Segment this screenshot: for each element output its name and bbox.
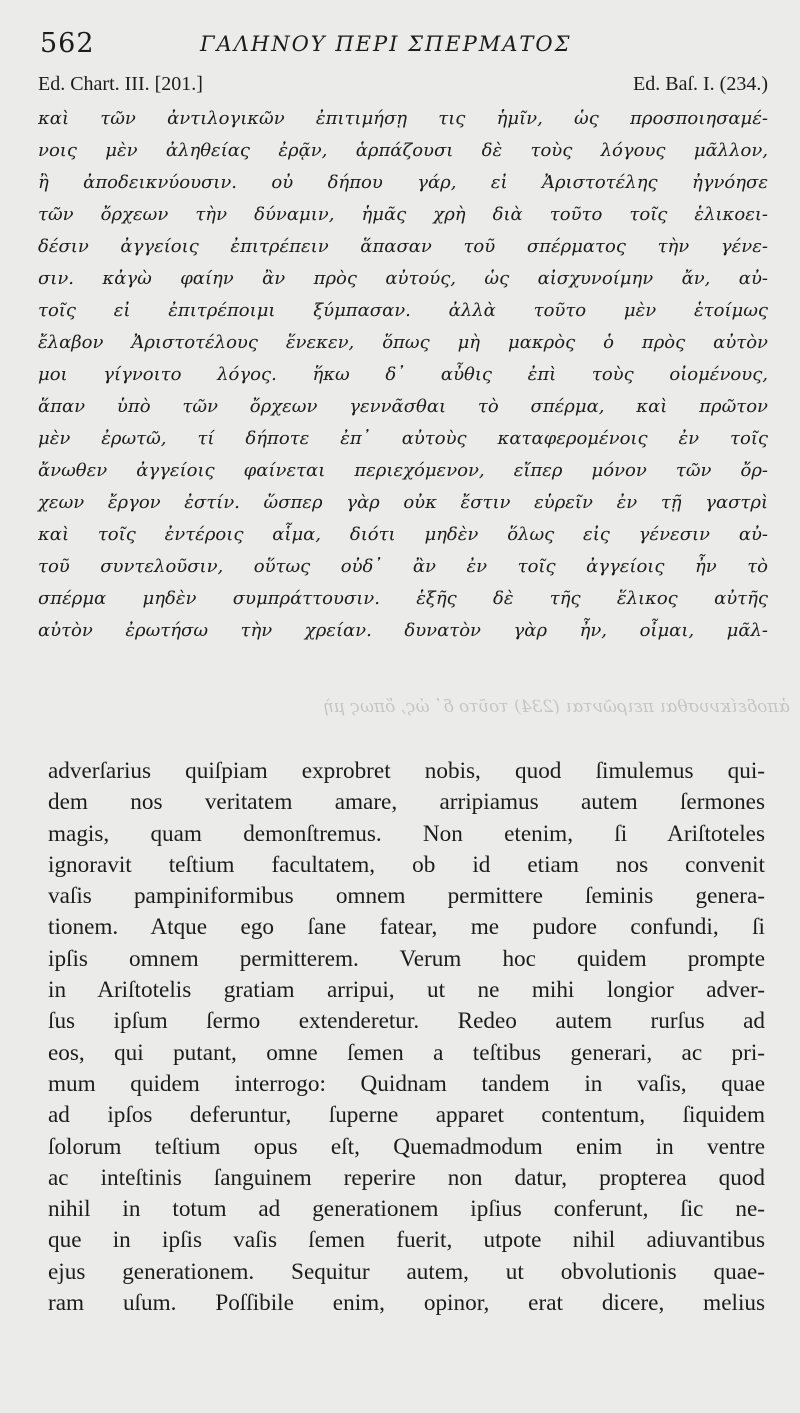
greek-text-line: μοι γίγνοιτο λόγος. ἥκω δ᾽ αὖθις ἐπὶ τοὺς οἰομένους, <box>38 364 768 385</box>
latin-text-line: ram uſum. Poſſibile enim, opinor, erat dicere, melius <box>48 1290 765 1317</box>
greek-text-line: τοῖς εἰ ἐπιτρέποιμι ξύμπασαν. ἀλλὰ τοῦτο μὲν ἑτοίμως <box>38 300 768 321</box>
latin-text-line: ipſis omnem permitterem. Verum hoc quidem prompte <box>48 945 765 972</box>
running-title: ΓΑΛΗΝΟΥ ΠΕΡΙ ΣΠΕΡΜΑΤΟΣ <box>200 32 572 56</box>
latin-text-line: ac inteſtinis ſanguinem reperire non datur, propterea quod <box>48 1164 765 1191</box>
latin-text-line: dem nos veritatem amare, arripiamus autem ſermones <box>48 789 765 816</box>
greek-text-line: σπέρμα μηδὲν συμπράττουσιν. ἑξῆς δὲ τῆς ἕλικος αὐτῆς <box>38 588 768 609</box>
greek-text-line: ἄνωθεν ἀγγείοις φαίνεται περιεχόμενον, εἴπερ μόνον τῶν ὄρ- <box>38 460 768 481</box>
greek-text-line: καὶ τῶν ἀντιλογικῶν ἐπιτιμήσῃ τις ἡμῖν, ὡς προσποιησαμέ- <box>38 108 768 129</box>
show-through-texture: ἀποδείκνυσθαι πειρῶνται (234) τοῦτο δ᾽ ὡς, ὅπως μὴ <box>323 697 790 717</box>
greek-text-line: σιν. κἀγὼ φαίην ἂν πρὸς αὐτούς, ὡς αἰσχυνοίμην ἄν, αὐ- <box>38 268 768 289</box>
greek-text-line: χεων ἔργον ἐστίν. ὥσπερ γὰρ οὐκ ἔστιν εὑρεῖν ἐν τῇ γαστρὶ <box>38 492 768 513</box>
latin-text-line: vaſis pampiniformibus omnem permittere ſeminis genera- <box>48 883 765 910</box>
latin-text-line: tionem. Atque ego ſane fatear, me pudore confundi, ſi <box>48 914 765 941</box>
latin-text-line: mum quidem interrogo: Quidnam tandem in vaſis, quae <box>48 1070 765 1097</box>
greek-text-line: μὲν ἐρωτῶ, τί δήποτε ἐπ᾽ αὐτοὺς καταφερομένοις ἐν τοῖς <box>38 428 768 449</box>
latin-text-line: que in ipſis vaſis ſemen fuerit, utpote nihil adiuvantibus <box>48 1227 765 1254</box>
running-head <box>40 22 770 62</box>
latin-text-line: ſolorum teſtium opus eſt, Quemadmodum enim in ventre <box>48 1133 765 1160</box>
latin-text-line: magis, quam demonſtremus. Non etenim, ſi Ariſtoteles <box>48 820 765 847</box>
greek-text-line: αὐτὸν ἐρωτήσω τὴν χρείαν. δυνατὸν γὰρ ἦν, οἶμαι, μᾶλ- <box>38 620 768 641</box>
greek-text-line: τῶν ὄρχεων τὴν δύναμιν, ἡμᾶς χρὴ διὰ τοῦτο τοῖς ἑλικοει- <box>38 204 768 225</box>
latin-text-line: ad ipſos deferuntur, ſuperne apparet contentum, ſiquidem <box>48 1102 765 1129</box>
page-number: 562 <box>40 28 95 59</box>
latin-text-line: eos, qui putant, omne ſemen a teſtibus generari, ac pri- <box>48 1039 765 1066</box>
latin-text-line: ignoravit teſtium facultatem, ob id etiam nos convenit <box>48 851 765 878</box>
greek-text-line: ἢ ἀποδεικνύουσιν. οὐ δήπου γάρ, εἰ Ἀριστοτέλης ἠγνόησε <box>38 172 768 193</box>
latin-translation-block <box>48 756 765 1319</box>
latin-text-line: ſus ipſum ſermo extenderetur. Redeo autem rurſus ad <box>48 1008 765 1035</box>
latin-text-line: adverſarius quiſpiam exprobret nobis, quod ſimulemus qui- <box>48 758 765 784</box>
greek-text-block <box>38 103 768 647</box>
edition-reference-line <box>38 73 768 101</box>
greek-text-line: νοις μὲν ἀληθείας ἐρᾷν, ἁρπάζουσι δὲ τοὺς λόγους μᾶλλον, <box>38 140 768 161</box>
edition-reference-chartier: Ed. Chart. III. [201.] <box>38 73 203 95</box>
greek-text-line: καὶ τοῖς ἐντέροις αἷμα, διότι μηδὲν ὅλως εἰς γένεσιν αὐ- <box>38 524 768 545</box>
latin-text-line: ejus generationem. Sequitur autem, ut obvolutionis quae- <box>48 1258 765 1285</box>
greek-text-line: ἅπαν ὑπὸ τῶν ὄρχεων γεννᾶσθαι τὸ σπέρμα, καὶ πρῶτον <box>38 396 768 417</box>
greek-text-line: ἔλαβον Ἀριστοτέλους ἕνεκεν, ὅπως μὴ μακρὸς ὁ πρὸς αὐτὸν <box>38 332 768 353</box>
greek-text-line: δέσιν ἀγγείοις ἐπιτρέπειν ἅπασαν τοῦ σπέρματος τὴν γένε- <box>38 236 768 257</box>
latin-text-line: in Ariſtotelis gratiam arripui, ut ne mihi longior adver- <box>48 977 765 1004</box>
latin-text-line: nihil in totum ad generationem ipſius conferunt, ſic ne- <box>48 1196 765 1223</box>
greek-text-line: τοῦ συντελοῦσιν, οὕτως οὐδ᾽ ἂν ἐν τοῖς ἀγγείοις ἦν τὸ <box>38 556 768 577</box>
edition-reference-basel: Ed. Baſ. I. (234.) <box>633 73 768 95</box>
